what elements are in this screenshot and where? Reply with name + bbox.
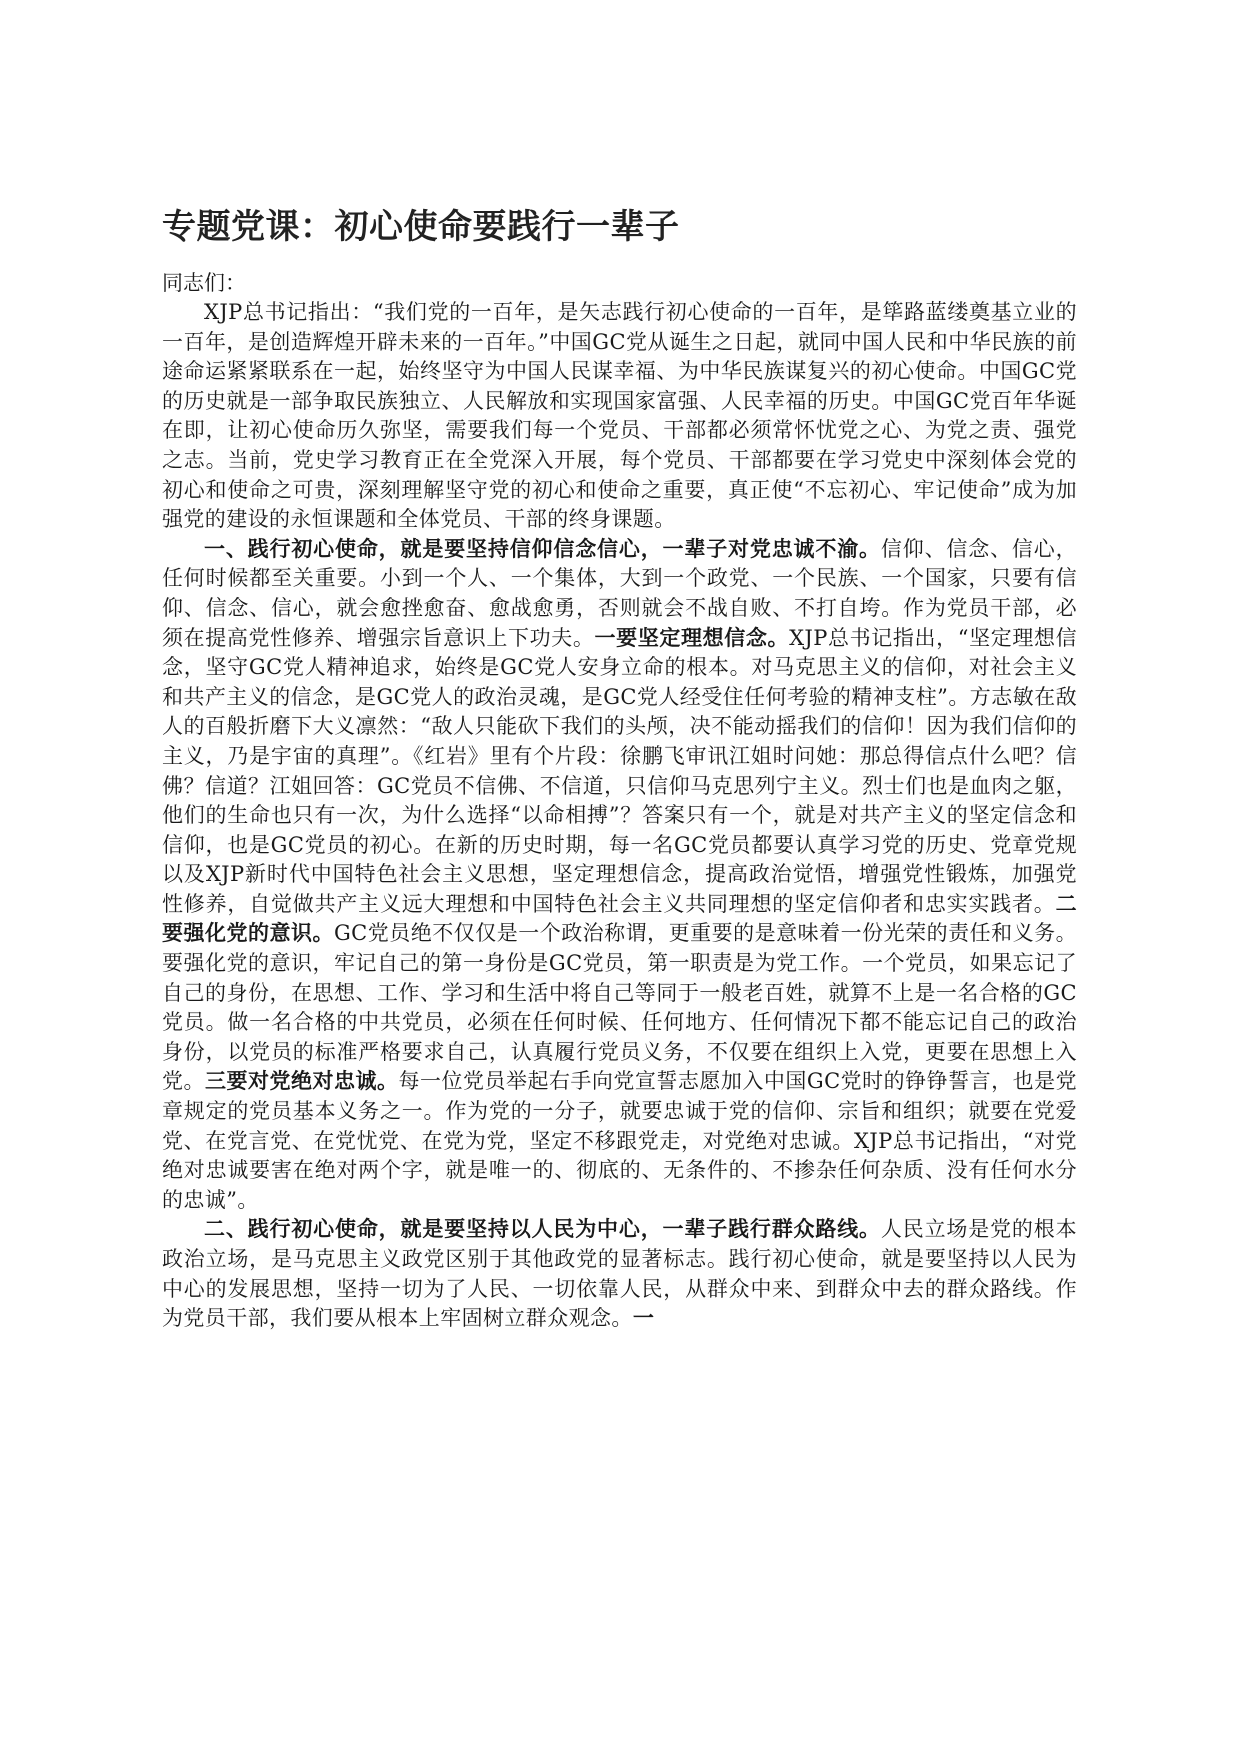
section-1-text-1: 信仰、信念、信心，任何时候都至关重要。小到一个人、一个集体，大到一个政党、一个民族、一个国家，只要有信仰、信念、信心，就会愈挫愈奋、愈战愈勇，否则就会不战自败、不打自垮。作为党员干部，必须在提高党性修养、增强宗旨意识上下功夫。 — [162, 536, 1077, 650]
section-2-point-1: 一 — [632, 1306, 655, 1331]
paragraph-section-1 — [162, 535, 1077, 1216]
section-1-heading: 一、践行初心使命，就是要坚持信仰信念信心，一辈子对党忠诚不渝。 — [204, 536, 881, 561]
section-1-text-3: GC党员绝不仅仅是一个政治称谓，更重要的是意味着一份光荣的责任和义务。要强化党的意识，牢记自己的第一身份是GC党员，第一职责是为党工作。一个党员，如果忘记了自己的身份，在思想、工作、学习和生活中将自己等同于一般老百姓，就算不上是一名合格的GC党员。做一名合格的中共党员，必须在任何时候、任何地方、任何情况下都不能忘记自己的政治身份，以党员的标准严格要求自己，认真履行党员义务，不仅要在组织上入党，更要在思想上入党。 — [162, 921, 1078, 1094]
page-title: 专题党课：初心使命要践行一辈子 — [162, 207, 680, 247]
section-1-point-2: 二要强化党的意识。 — [162, 891, 1077, 946]
section-1-point-1: 一要坚定理想信念。 — [594, 625, 790, 650]
section-1-text-4: 每一位党员举起右手向党宣誓志愿加入中国GC党时的铮铮誓言，也是党章规定的党员基本义务之一。作为党的一分子，就要忠诚于党的信仰、宗旨和组织；就要在党爱党、在党言党、在党忧党、在党为党，坚定不移跟党走，对党绝对忠诚。XJP总书记指出，“对党绝对忠诚要害在绝对两个字，就是唯一的、彻底的、无条件的、不掺杂任何杂质、没有任何水分的忠诚”。 — [162, 1069, 1077, 1212]
salutation: 同志们： — [162, 271, 246, 295]
document-body — [162, 205, 1077, 1334]
section-1-text-2: XJP总书记指出，“坚定理想信念，坚守GC党人精神追求，始终是GC党人安身立命的根本。对马克思主义的信仰，对社会主义和共产主义的信念，是GC党人的政治灵魂，是GC党人经受住任何考验的精神支柱”。方志敏在敌人的百般折磨下大义凛然：“敌人只能砍下我们的头颅，决不能动摇我们的信仰！因为我们信仰的主义，乃是宇宙的真理”。《红岩》里有个片段：徐鹏飞审讯江姐时问她：那总得信点什么吧？信佛？信道？江姐回答：GC党员不信佛、不信道，只信仰马克思列宁主义。烈士们也是血肉之躯，他们的生命也只有一次，为什么选择“以命相搏”？答案只有一个，就是对共产主义的坚定信念和信仰，也是GC党员的初心。在新的历史时期，每一名GC党员都要认真学习党的历史、党章党规以及XJP新时代中国特色社会主义思想，坚定理想信念，提高政治觉悟，增强党性锻炼，加强党性修养，自觉做共产主义远大理想和中国特色社会主义共同理想的坚定信仰者和忠实实践者。 — [162, 625, 1077, 916]
section-1-point-3: 三要对党绝对忠诚。 — [205, 1069, 399, 1094]
section-2-heading: 二、践行初心使命，就是要坚持以人民为中心，一辈子践行群众路线。 — [204, 1217, 881, 1242]
section-2-text-1: 人民立场是党的根本政治立场，是马克思主义政党区别于其他政党的显著标志。践行初心使命，就是要坚持以人民为中心的发展思想，坚持一切为了人民、一切依靠人民，从群众中来、到群众中去的群众路线。作为党员干部，我们要从根本上牢固树立群众观念。 — [162, 1217, 1077, 1331]
paragraph-intro: XJP总书记指出：“我们党的一百年，是矢志践行初心使命的一百年，是筚路蓝缕奠基立业的一百年，是创造辉煌开辟未来的一百年。”中国GC党从诞生之日起，就同中国人民和中华民族的前途命运紧紧联系在一起，始终坚守为中国人民谋幸福、为中华民族谋复兴的初心使命。中国GC党的历史就是一部争取民族独立、人民解放和实现国家富强、人民幸福的历史。中国GC党百年华诞在即，让初心使命历久弥坚，需要我们每一个党员、干部都必须常怀忧党之心、为党之责、强党之志。当前，党史学习教育正在全党深入开展，每个党员、干部都要在学习党史中深刻体会党的初心和使命之可贵，深刻理解坚守党的初心和使命之重要，真正使“不忘初心、牢记使命”成为加强党的建设的永恒课题和全体党员、干部的终身课题。 — [162, 300, 1077, 532]
paragraph-section-2 — [162, 1215, 1077, 1333]
